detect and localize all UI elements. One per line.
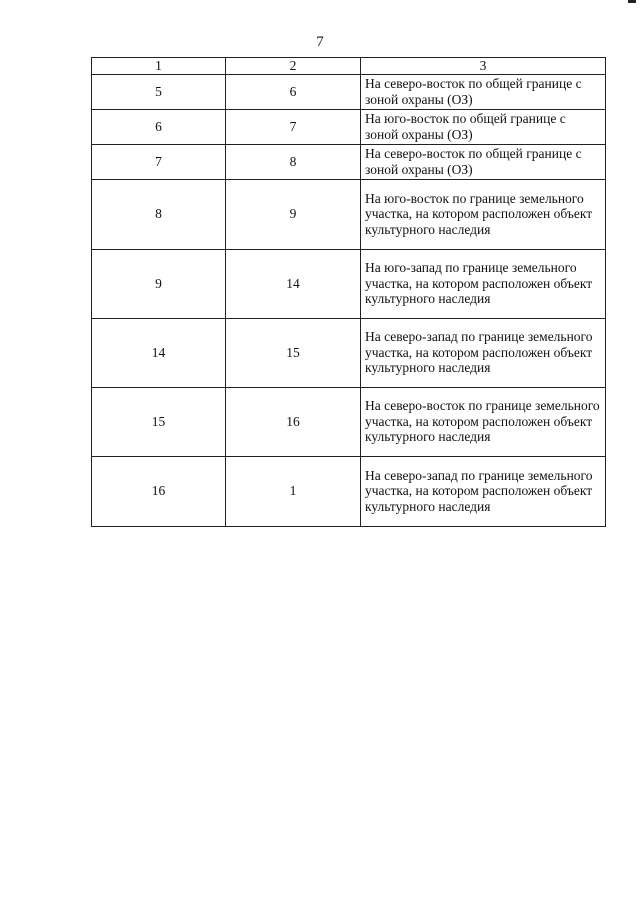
table-row (92, 144, 606, 179)
from-point: 7 (92, 144, 226, 179)
from-point: 15 (92, 387, 226, 456)
from-point: 9 (92, 249, 226, 318)
direction-description: На северо-восток по границе земельного участка, на котором расположен объект культурного наследия (361, 387, 606, 456)
direction-description: На юго-запад по границе земельного участка, на котором расположен объект культурного наследия (361, 249, 606, 318)
from-point: 16 (92, 456, 226, 526)
to-point: 1 (226, 456, 361, 526)
table-row (92, 456, 606, 526)
to-point: 16 (226, 387, 361, 456)
direction-description: На юго-восток по общей границе с зоной охраны (ОЗ) (361, 109, 606, 144)
table-row (92, 318, 606, 387)
to-point: 8 (226, 144, 361, 179)
page-number: 7 (316, 34, 324, 50)
table-row (92, 74, 606, 109)
from-point: 5 (92, 74, 226, 109)
direction-description: На северо-восток по общей границе с зоной охраны (ОЗ) (361, 144, 606, 179)
direction-description: На северо-запад по границе земельного участка, на котором расположен объект культурного наследия (361, 456, 606, 526)
table-header-row (92, 58, 606, 75)
boundary-table (91, 57, 606, 527)
direction-description: На северо-восток по общей границе с зоной охраны (ОЗ) (361, 74, 606, 109)
from-point: 14 (92, 318, 226, 387)
to-point: 15 (226, 318, 361, 387)
from-point: 8 (92, 179, 226, 249)
table-row (92, 179, 606, 249)
direction-description: На юго-восток по границе земельного участка, на котором расположен объект культурного наследия (361, 179, 606, 249)
to-point: 9 (226, 179, 361, 249)
table-row (92, 109, 606, 144)
direction-description: На северо-запад по границе земельного участка, на котором расположен объект культурного наследия (361, 318, 606, 387)
column-header-2: 2 (226, 58, 361, 75)
from-point: 6 (92, 109, 226, 144)
column-header-3: 3 (361, 58, 606, 75)
table-row (92, 387, 606, 456)
table-row (92, 249, 606, 318)
column-header-1: 1 (92, 58, 226, 75)
to-point: 7 (226, 109, 361, 144)
to-point: 14 (226, 249, 361, 318)
scan-corner-mark (628, 0, 636, 3)
to-point: 6 (226, 74, 361, 109)
